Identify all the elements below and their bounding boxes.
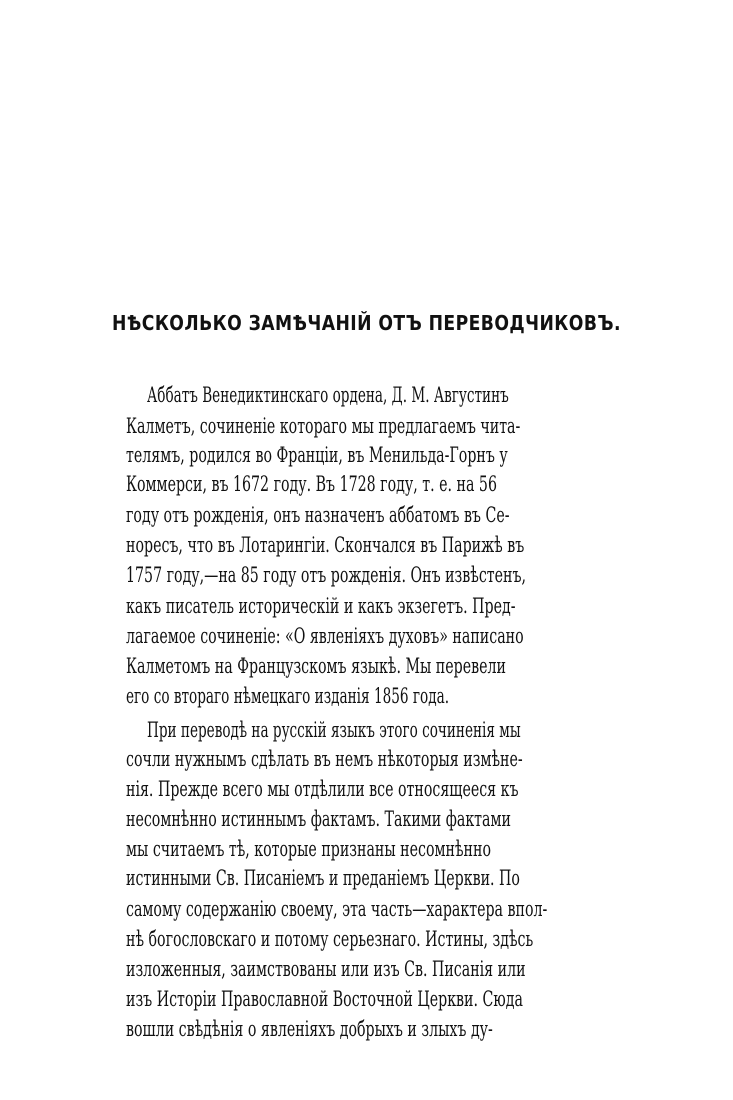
text-line: Аббатъ Венедиктинскаго ордена, Д. М. Августинъ bbox=[147, 383, 509, 407]
text-line: году отъ рожденія, онъ назначенъ аббатомъ въ Се- bbox=[126, 503, 510, 527]
text-line: телямъ, родился во Франціи, въ Менильда-Горнъ у bbox=[126, 443, 508, 467]
text-line: Коммерси, въ 1672 году. Въ 1728 году, т. е. на 56 bbox=[126, 472, 497, 496]
text-line: При переводѣ на русскій языкъ этого сочиненія мы bbox=[147, 718, 521, 742]
text-line: несомнѣнно истиннымъ фактамъ. Такими фактами bbox=[126, 807, 511, 831]
text-line: норесъ, что въ Лотарингіи. Скончался въ Парижѣ въ bbox=[126, 533, 525, 557]
text-line: нія. Прежде всего мы отдѣлили все относящееся къ bbox=[126, 777, 519, 801]
text-line: изъ Исторіи Православной Восточной Церкви. Сюда bbox=[126, 987, 523, 1011]
text-line: истинными Св. Писаніемъ и преданіемъ Церкви. По bbox=[126, 866, 520, 890]
text-line: Калметъ, сочиненіе котораго мы предлагаемъ чита- bbox=[126, 414, 521, 438]
text-line: лагаемое сочиненіе: «О явленіяхъ духовъ» написано bbox=[126, 624, 524, 648]
text-line: нѣ богословскаго и потому серьезнаго. Истины, здѣсь bbox=[126, 927, 534, 951]
text-line: мы считаемъ тѣ, которые признаны несомнѣнно bbox=[126, 837, 491, 861]
text-line: какъ писатель историческій и какъ экзегетъ. Пред- bbox=[126, 594, 516, 618]
text-line: 1757 году,—на 85 году отъ рожденія. Онъ извѣстенъ, bbox=[126, 563, 527, 587]
text-line: самому содержанію своему, эта часть—характера впол- bbox=[126, 897, 548, 921]
page-title: НѢСКОЛЬКО ЗАМѢЧАНІЙ ОТЪ ПЕРЕВОДЧИКОВЪ. bbox=[112, 311, 621, 335]
text-line: его со втораго нѣмецкаго изданія 1856 года. bbox=[126, 684, 450, 708]
text-line: вошли свѣдѣнія о явленіяхъ добрыхъ и злыхъ ду- bbox=[126, 1017, 493, 1041]
text-line: сочли нужнымъ сдѣлать въ немъ нѣкоторыя измѣне- bbox=[126, 747, 523, 771]
text-line: Калметомъ на Французскомъ языкѣ. Мы перевели bbox=[126, 654, 506, 678]
text-line: изложенныя, заимствованы или изъ Св. Писанія или bbox=[126, 957, 526, 981]
